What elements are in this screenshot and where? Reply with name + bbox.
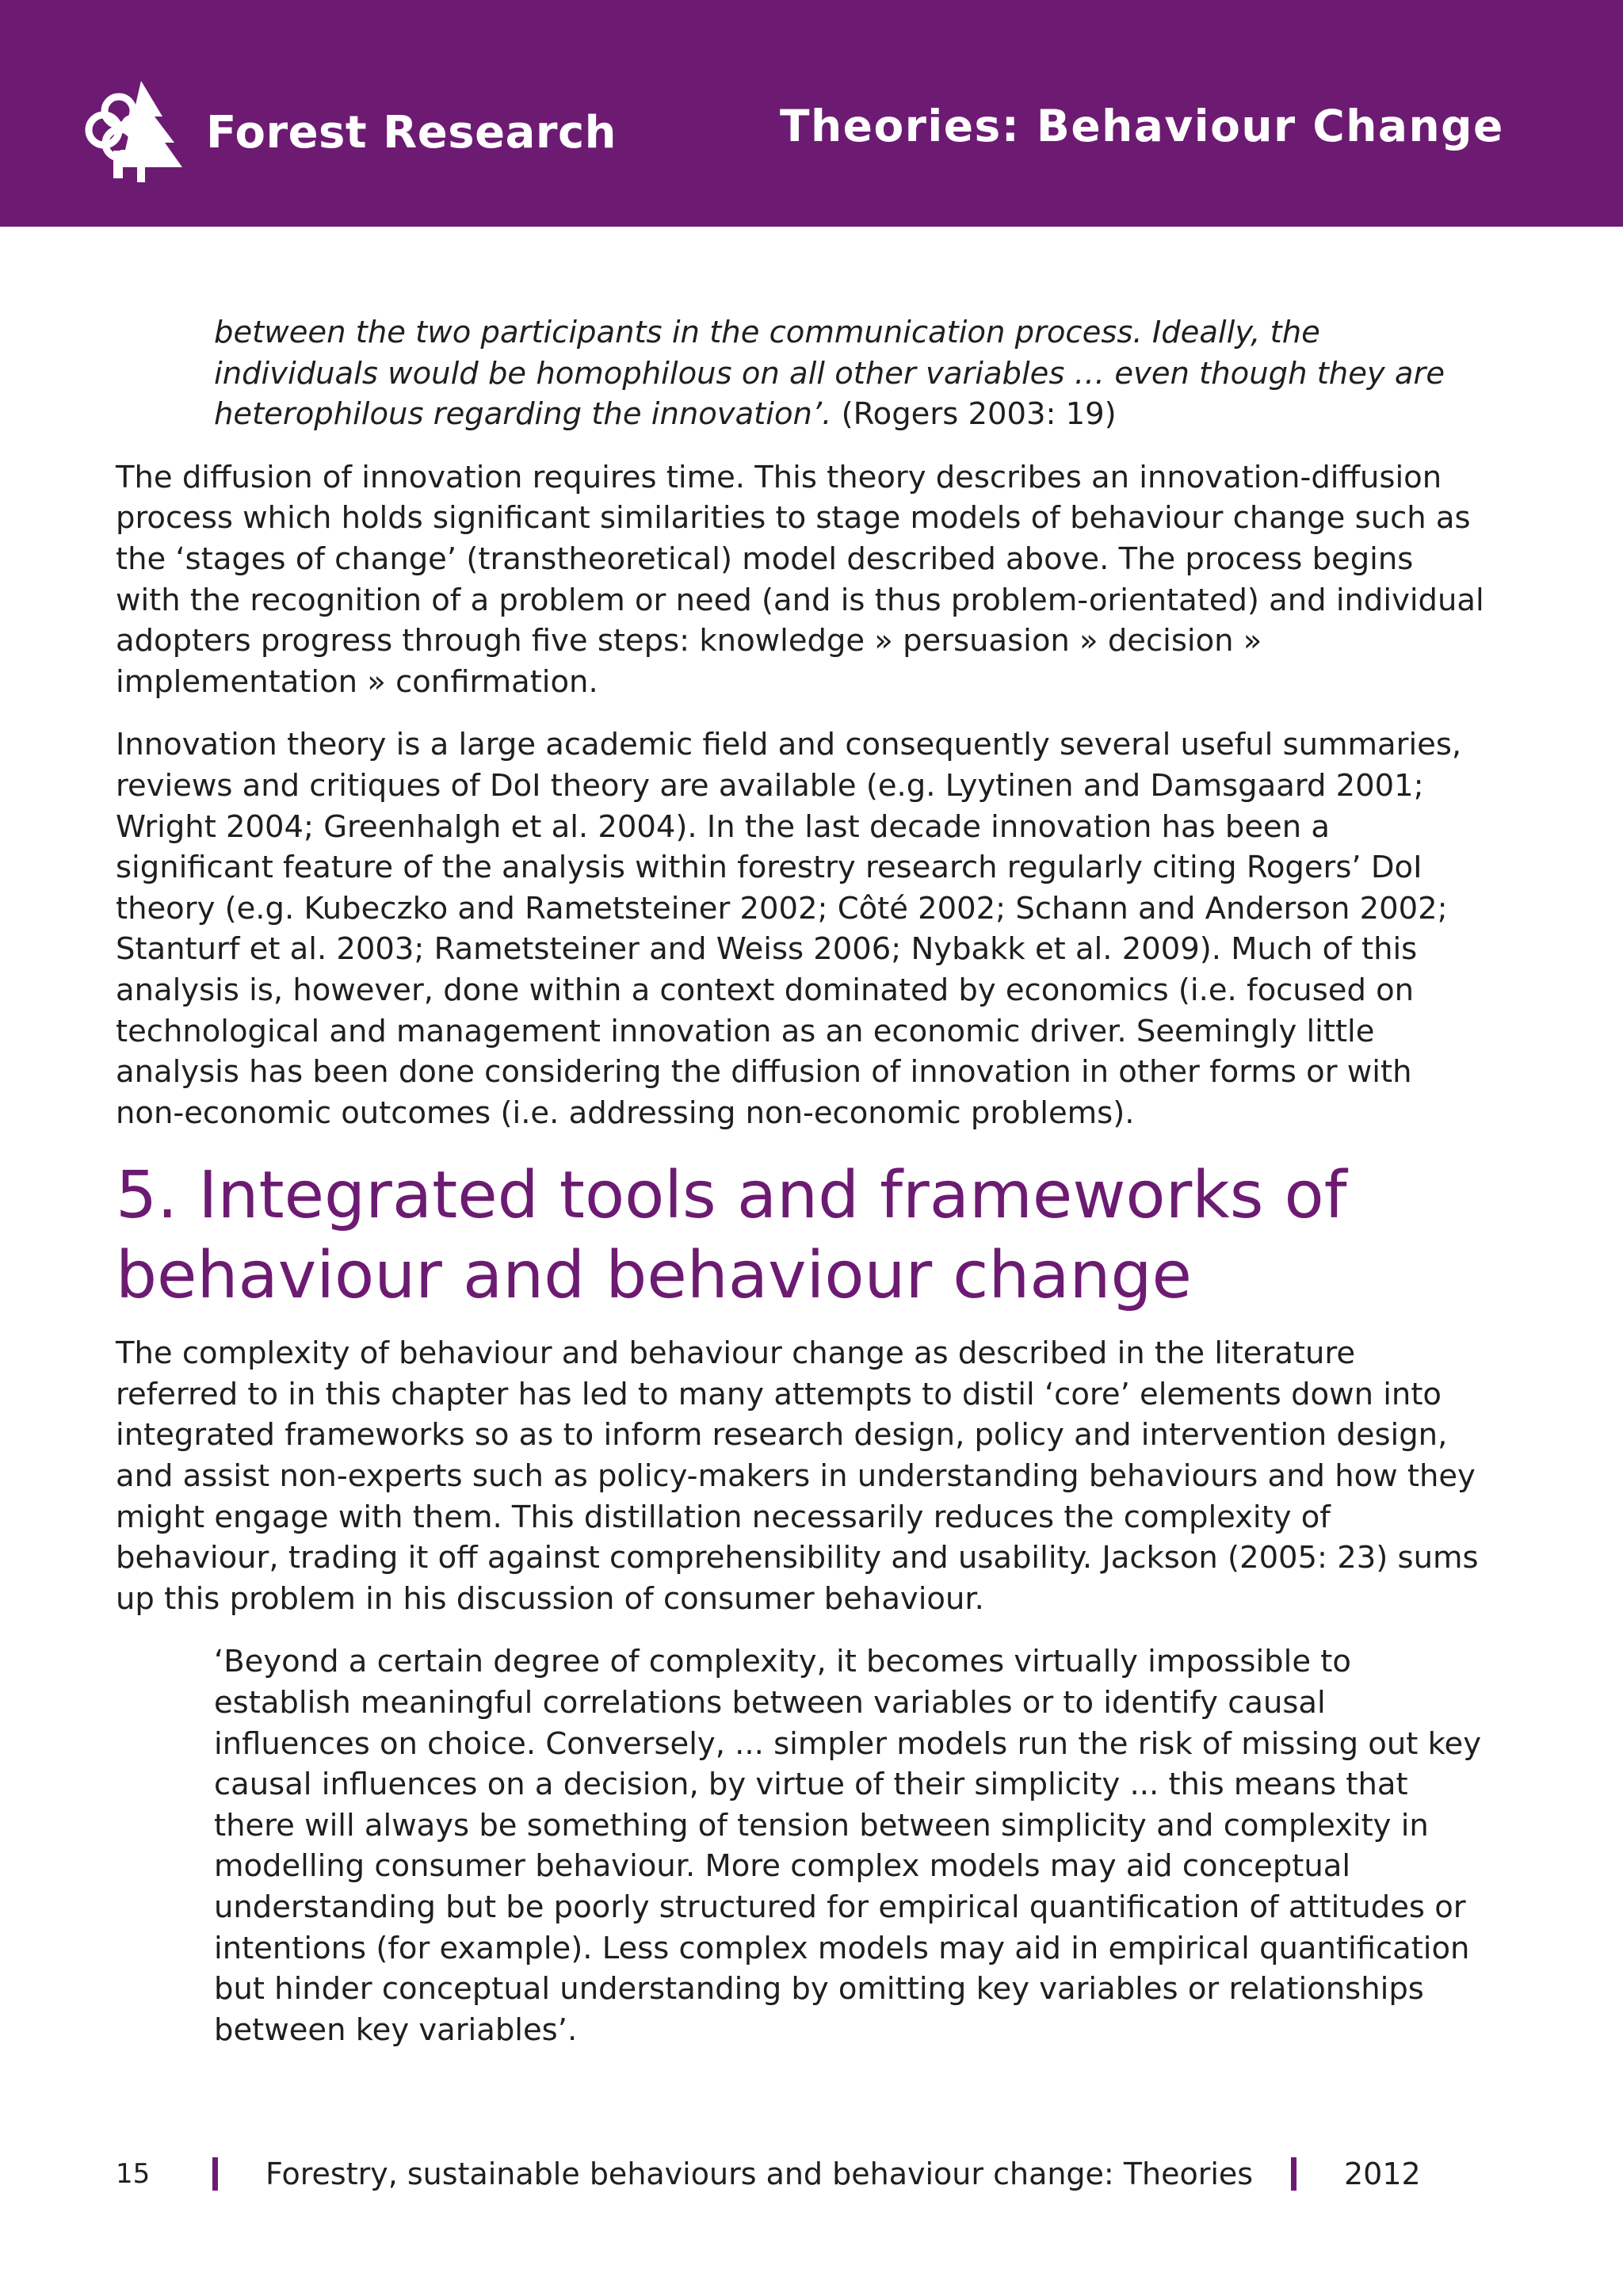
- page-footer: [116, 2153, 1485, 2200]
- quote-text: between the two participants in the communication process. Ideally, the individuals would be homophilous on all other variables … even though they are heterophilous regarding the innovation’.: [214, 315, 1445, 433]
- quote-block: [214, 312, 1485, 435]
- brand-name: Forest Research: [206, 107, 617, 159]
- paragraph: The diffusion of innovation requires time. This theory describes an innovation-diffusion process which holds significant similarities to stage models of behaviour change such as the ‘stages of change’ (transtheoretical) model described above. The process begins with the recognition of a problem or need (and is thus problem-orientated) and individual adopters progress through five steps: knowledge » persuasion » decision » implementation » confirmation.: [116, 459, 1484, 700]
- paragraph: Innovation theory is a large academic field and consequently several useful summaries, reviews and critiques of DoI theory are available (e.g. Lyytinen and Damsgaard 2001; Wright 2004; Greenhalgh et al. 2004). In the last decade innovation has been a significant feature of the analysis within forestry research regularly citing Rogers’ DoI theory (e.g. Kubeczko and Rametsteiner 2002; Côté 2002; Schann and Anderson 2002; Stanturf et al. 2003; Rametsteiner and Weiss 2006; Nybakk et al. 2009). Much of this analysis is, however, done within a context dominated by economics (i.e. focused on technological and management innovation as an economic driver. Seemingly little analysis has been done considering the diffusion of innovation in other forms or with non-economic outcomes (i.e. addressing non-economic problems).: [116, 727, 1462, 1131]
- page-header: [0, 0, 1623, 227]
- footer-separator: [212, 2157, 218, 2191]
- page-number: 15: [116, 2158, 151, 2190]
- document-content: [116, 312, 1485, 2073]
- footer-separator: [1291, 2157, 1296, 2191]
- footer-title: Forestry, sustainable behaviours and behaviour change: Theories: [265, 2157, 1254, 2191]
- section-heading: 5. Integrated tools and frameworks of behaviour and behaviour change: [116, 1158, 1347, 1314]
- paragraph: The complexity of behaviour and behaviour change as described in the literature referred to in this chapter has led to many attempts to distil ‘core’ elements down into integrated frameworks so as to inform research design, policy and intervention design, and assist non-experts such as policy-makers in understanding behaviours and how they might engage with them. This distillation necessarily reduces the complexity of behaviour, trading it off against comprehensibility and usability. Jackson (2005: 23) sums up this problem in his discussion of consumer behaviour.: [116, 1335, 1479, 1617]
- footer-year: 2012: [1344, 2157, 1421, 2191]
- section-title: Theories: Behaviour Change: [780, 101, 1504, 151]
- quote-citation: (Rogers 2003: 19): [831, 396, 1117, 433]
- tree-icon: [82, 78, 193, 185]
- quote-block: ‘Beyond a certain degree of complexity, it becomes virtually impossible to establish meaningful correlations between variables or to identify causal influences on choice. Conversely, ... simpler models run the risk of missing out key causal influences on a decision, by virtue of their simplicity ... this means that there will always be something of tension between simplicity and complexity in modelling consumer behaviour. More complex models may aid conceptual understanding but be poorly structured for empirical quantification of attitudes or intentions (for example). Less complex models may aid in empirical quantification but hinder conceptual understanding by omitting key variables or relationships between key variables’.: [214, 1644, 1481, 2048]
